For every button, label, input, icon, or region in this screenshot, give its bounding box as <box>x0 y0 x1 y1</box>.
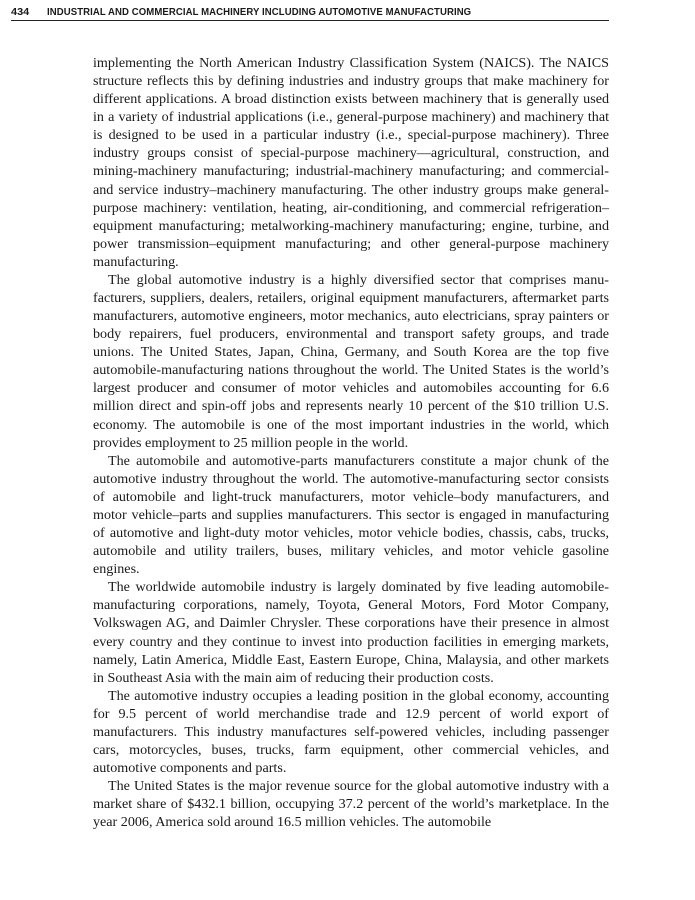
running-head <box>11 6 609 21</box>
paragraph-automotive-parts-manufacturers: The automobile and automotive-parts manufacturers constitute a major chunk of the automotive industry throughout the world. The automotive-manufacturing sector consists of automobile and light-truck manufacturers, motor vehicle–body manufacturers, and motor vehicle–parts and supplies manufacturers. This sector is engaged in manufacturing of automotive and light-duty motor vehicles, motor vehicle bodies, chassis, cabs, trucks, automobile and utility trailers, buses, military vehicles, and motor vehicle gasoline engines. <box>93 452 609 578</box>
paragraph-worldwide-corporations: The worldwide automobile industry is largely dominated by five leading automobile-manufacturing corporations, namely, Toyota, General Motors, Ford Motor Company, Volkswagen AG, and Daimler Chrysler. These corporations have their presence in almost every country and they continue to invest into production facilities in emerging markets, namely, Latin America, Middle East, Eastern Europe, China, Malaysia, and other markets in Southeast Asia with the main aim of reducing their production costs. <box>93 579 609 686</box>
paragraph-naics-structure: implementing the North American Industry Classification System (NAICS). The NAICS structure reflects this by defining industries and industry groups that make machinery for different applications. A broad distinction exists between machinery that is generally used in a variety of industrial applications (i.e., general-purpose machinery) and machinery that is designed to be used in a particular industry (i.e., special-purpose machinery). Three industry groups consist of special-purpose machinery—agricultural, construction, and mining-machinery manufacturing; industrial-machinery manufacturing; and commercial- and service industry–machinery manufacturing. The other industry groups make general-purpose machinery: ventilation, heating, air-conditioning, and commercial refrigeration–equipment manufacturing; metalworking-machinery manufacturing; engine, turbine, and power transmission–equipment manufacturing; and other general-purpose machinery manufacturing. <box>93 55 609 270</box>
page-number: 434 <box>11 7 30 18</box>
body-text <box>93 54 609 831</box>
paragraph-global-automotive-industry: The global automotive industry is a highly diversified sector that comprises manufacturers, suppliers, dealers, retailers, original equipment manufacturers, aftermarket parts manufacturers, automotive engineers, motor mechanics, auto electricians, spray painters or body repairers, fuel producers, environmental and transport safety groups, and trade unions. The United States, Japan, China, Germany, and South Korea are the top five automobile-manufacturing nations throughout the world. The United States is the world’s largest producer and consumer of motor vehicles and automobiles accounting for 6.6 million direct and spin-off jobs and represents nearly 10 percent of the $10 trillion U.S. economy. The automobile is one of the most important industries in the world, which provides employment to 25 million people in the world. <box>93 271 609 451</box>
paragraph-united-states-revenue: The United States is the major revenue source for the global automotive industry with a market share of $432.1 billion, occupying 37.2 percent of the world’s marketplace. In the year 2006, America sold around 16.5 million vehicles. The automobile <box>93 778 609 831</box>
paragraph-global-economy-position: The automotive industry occupies a leading position in the global economy, accounting for 9.5 percent of world merchandise trade and 12.9 percent of world export of manufacturers. This industry manufactures self-powered vehicles, including passenger cars, motorcycles, buses, trucks, farm equipment, other commercial vehicles, and automotive components and parts. <box>93 687 609 777</box>
chapter-title: INDUSTRIAL AND COMMERCIAL MACHINERY INCLUDING AUTOMOTIVE MANUFACTURING <box>47 7 472 18</box>
